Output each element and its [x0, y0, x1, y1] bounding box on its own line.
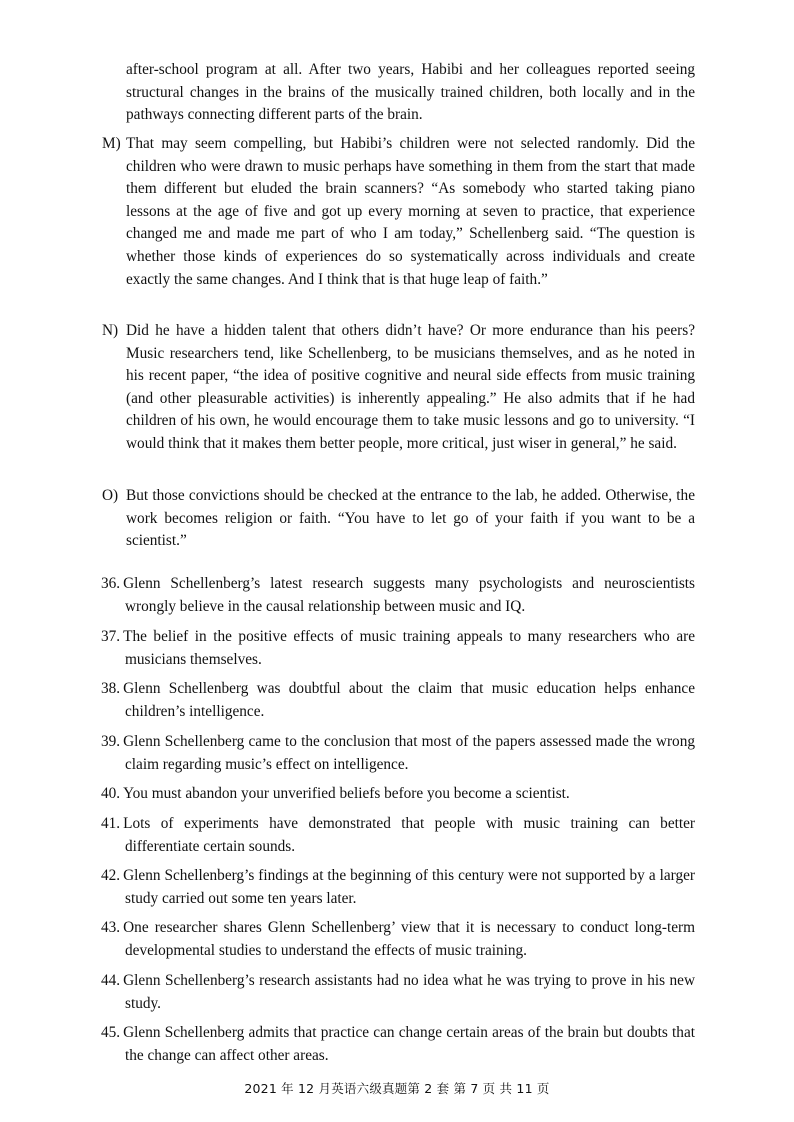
question-item [101, 783, 695, 806]
question-item [101, 731, 695, 776]
passage-continuation-text: after-school program at all. After two years, Habibi and her colleagues reported seeing structural changes in the brains of the musically trained children, both locally and in the pathways connecting different parts of the brain. [126, 61, 695, 124]
passage-continuation [126, 59, 695, 127]
question-text: Glenn Schellenberg was doubtful about the claim that music education helps enhance children’s intelligence. [123, 680, 695, 720]
question-item [101, 626, 695, 671]
question-text: Glenn Schellenberg admits that practice can change certain areas of the brain but doubts that the change can affect other areas. [123, 1024, 695, 1064]
paragraph-label-n: N) [102, 322, 119, 339]
paragraph-label-o: O) [102, 487, 119, 504]
question-text: Lots of experiments have demonstrated that people with music training can better differentiate certain sounds. [123, 815, 695, 855]
question-text: Glenn Schellenberg’s findings at the beginning of this century were not supported by a larger study carried out some ten years later. [123, 867, 695, 907]
question-item [101, 970, 695, 1015]
question-number: 44. [101, 972, 121, 989]
question-text: You must abandon your unverified beliefs before you become a scientist. [123, 785, 570, 802]
question-item [101, 865, 695, 910]
paragraph-text-m: That may seem compelling, but Habibi’s children were not selected randomly. Did the children who were drawn to music perhaps have something in them from the start that made them different but eluded the brain scanners? “As somebody who started taking piano lessons at the age of five and got up every morning at seven to practice, that experience changed me and made me part of who I am today,” Schellenberg said. “The question is whether those kinds of experiences do so systematically across individuals and create exactly the same changes. And I think that is that huge leap of faith.” [126, 135, 695, 288]
question-number: 43. [101, 919, 121, 936]
question-number: 36. [101, 575, 121, 592]
question-number: 41. [101, 815, 121, 832]
question-text: Glenn Schellenberg’s research assistants had no idea what he was trying to prove in his new study. [123, 972, 695, 1012]
question-text: The belief in the positive effects of music training appeals to many researchers who are musicians themselves. [123, 628, 695, 668]
question-item [101, 678, 695, 723]
question-number: 42. [101, 867, 121, 884]
question-number: 45. [101, 1024, 121, 1041]
question-item [101, 917, 695, 962]
question-number: 39. [101, 733, 121, 750]
paragraph-text-n: Did he have a hidden talent that others didn’t have? Or more endurance than his peers? Music researchers tend, like Schellenberg, to be musicians themselves, and as he noted in his recent paper, “the idea of positive cognitive and neural side effects from music training (and other pleasurable activities) is inherently appealing.” He also admits that if he had children of his own, he would encourage them to take music lessons and go to university. “I would think that it makes them better people, more critical, just wiser in general,” he said. [126, 322, 695, 452]
question-item [101, 573, 695, 618]
question-text: Glenn Schellenberg came to the conclusion that most of the papers assessed made the wrong claim regarding music’s effect on intelligence. [123, 733, 695, 773]
paragraph-text-o: But those convictions should be checked at the entrance to the lab, he added. Otherwise, the work becomes religion or faith. “You have to let go of your faith if you want to be a scientist.” [126, 487, 695, 550]
question-number: 37. [101, 628, 121, 645]
question-text: Glenn Schellenberg’s latest research suggests many psychologists and neuroscientists wrongly believe in the causal relationship between music and IQ. [123, 575, 695, 615]
page-footer: 2021 年 12 月英语六级真题第 2 套 第 7 页 共 11 页 [244, 1081, 550, 1096]
question-number: 38. [101, 680, 121, 697]
question-item [101, 813, 695, 858]
question-item [101, 1022, 695, 1067]
question-number: 40. [101, 785, 121, 802]
question-text: One researcher shares Glenn Schellenberg’ view that it is necessary to conduct long-term developmental studies to understand the effects of music training. [123, 919, 695, 959]
paragraph-label-m: M) [102, 135, 121, 152]
